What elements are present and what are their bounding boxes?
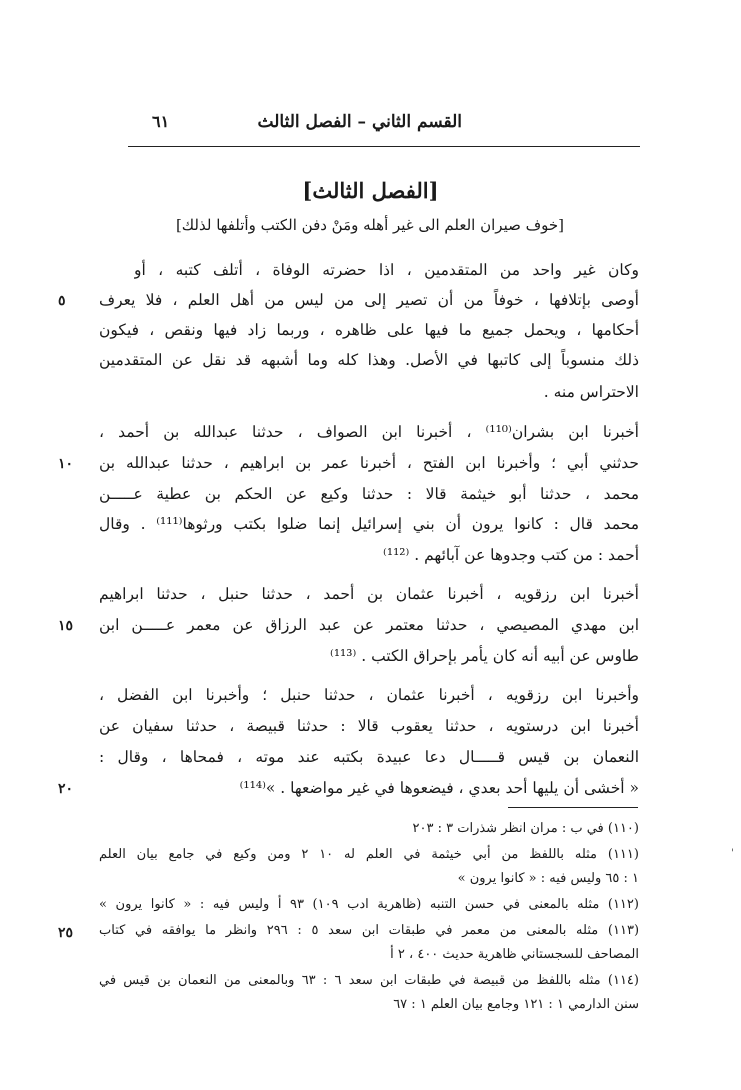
body-line: ابن مهدي المصيصي ، حدثنا معتمر عن عبد الرزاق عن معمر عـــــن ابن [99,616,639,634]
footnote-line: (١١٤) مثله باللفظ من قبيصة في طبقات ابن سعد ٦ : ٦٣ وبالمعنى من النعمان بن قيس في [99,973,639,988]
body-line: أخبرنا ابن رزقويه ، أخبرنا عثمان بن أحمد ، حدثنا حنبل ، حدثنا ابراهيم [99,585,639,603]
footnote-line: (١١٢) مثله بالمعنى في حسن التنبه (ظاهرية ادب ١٠٩) ٩٣ أ وليس فيه : « كانوا يرون » [99,897,639,912]
page-number: ٦١ [152,112,170,131]
body-line: محمد قال : كانوا يرون أن بني إسرائيل إنما ضلوا بكتب ورثوها⁽¹¹¹⁾ . وقال [99,515,639,533]
footnote-line: (١١٠) في ب : مران انظر شذرات ٣ : ٢٠٣ [412,821,639,836]
line-number: ٥ [58,293,66,309]
body-line: طاوس عن أبيه أنه كان يأمر بإحراق الكتب . ⁽¹¹³⁾ [330,647,639,665]
line-number: ١٥ [58,618,74,634]
body-line: أخبرنا ابن درستويه ، حدثنا يعقوب قالا : حدثنا قبيصة ، حدثنا سفيان عن [99,717,639,735]
footnote-line: سنن الدارمي ١ : ١٢١ وجامع بيان العلم ١ : ٦٧ [393,997,639,1012]
body-line: محمد ، حدثنا أبو خيثمة قالا : حدثنا وكيع عن الحكم بن عطية عـــــن [99,485,639,503]
line-number: ٢٥ [58,925,74,941]
footnote-line: (١١١) مثله باللفظ من أبي خيثمة في العلم له ١٠ ٢ ومن وكيع في جامع بيان العلم [99,847,639,862]
header-rule [128,146,640,147]
body-line: الاحتراس منه . [543,383,639,401]
chapter-heading: [الفصل الثالث] [302,178,439,203]
footnote-line: ١ : ٦٥ وليس فيه : « كانوا يرون » [457,871,639,886]
body-line: أوصى بإتلافها ، خوفاً من أن تصير إلى من ليس من أهل العلم ، فلا يعرف [99,291,639,309]
line-number: ٢٠ [58,781,74,797]
body-line: وكان غير واحد من المتقدمين ، اذا حضرته الوفاة ، أتلف كتبه ، أو [134,261,639,279]
body-line: « أخشى أن يليها أحد بعدي ، فيضعوها في غير مواضعها . »⁽¹¹⁴⁾ [239,779,639,797]
body-line: أخبرنا ابن بشران⁽¹¹⁰⁾ ، أخبرنا ابن الصواف ، حدثنا عبدالله بن أحمد ، [99,423,639,441]
body-line: النعمان بن قيس قـــــال دعا عبيدة بكتبه عند موته ، فمحاها ، وقال : [99,748,639,766]
body-line: حدثني أبي ؛ وأخبرنا ابن الفتح ، أخبرنا عمر بن ابراهيم ، حدثنا عبدالله بن [99,454,639,472]
body-line: أحمد : من كتب وجدوها عن آبائهم . ⁽¹¹²⁾ [383,546,639,564]
footnote-rule [508,807,638,808]
body-line: وأخبرنا ابن رزقويه ، أخبرنا عثمان ، حدثنا حنبل ؛ وأخبرنا ابن الفضل ، [99,686,639,704]
margin-mark: ' [731,848,734,859]
running-title: القسم الثاني – الفصل الثالث [257,112,462,132]
chapter-subheading: [خوف صيران العلم الى غير أهله ومَنْ دفن الكتب وأتلفها لذلك] [175,216,565,234]
running-header [128,112,640,142]
footnote-line: المصاحف للسجستاني ظاهرية حديث ٤٠٠ ، ٢ أ [390,947,639,962]
line-number: ١٠ [58,456,74,472]
body-line: ذلك منسوباً إلى كاتبها في الأصل. وهذا كله وما أشبهه قد نقل عن المتقدمين [99,351,639,369]
footnote-line: (١١٣) مثله بالمعنى من معمر في طبقات ابن سعد ٥ : ٢٩٦ وانظر ما يوافقه في كتاب [99,923,639,938]
body-line: أحكامها ، ويحمل جميع ما فيها على ظاهره ، وربما زاد فيها ونقص ، فيكون [99,321,639,339]
